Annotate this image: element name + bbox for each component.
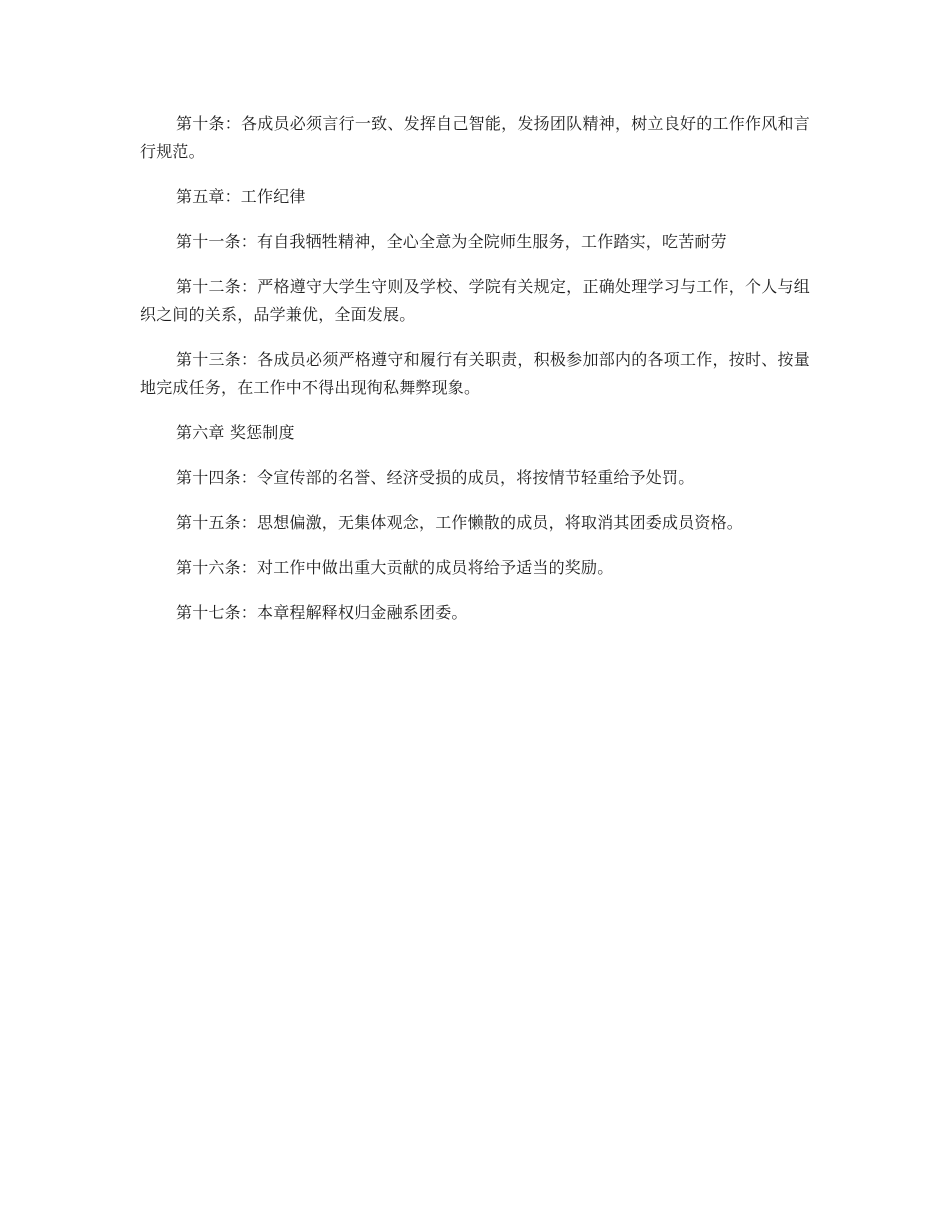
article-16-paragraph: 第十六条：对工作中做出重大贡献的成员将给予适当的奖励。	[176, 558, 614, 577]
article-12-paragraph: 第十二条：严格遵守大学生守则及学校、学院有关规定，正确处理学习与工作，个人与组织之间的关系，品学兼优，全面发展。	[140, 277, 810, 324]
article-10-paragraph: 第十条：各成员必须言行一致、发挥自己智能，发扬团队精神，树立良好的工作作风和言行规范。	[140, 114, 810, 161]
article-11-paragraph: 第十一条：有自我牺牲精神，全心全意为全院师生服务，工作踏实，吃苦耐劳	[176, 232, 727, 251]
article-14-paragraph: 第十四条：令宣传部的名誉、经济受损的成员，将按情节轻重给予处罚。	[176, 468, 695, 487]
article-13-paragraph: 第十三条：各成员必须严格遵守和履行有关职责，积极参加部内的各项工作，按时、按量地完成任务，在工作中不得出现徇私舞弊现象。	[140, 350, 810, 397]
article-15-paragraph: 第十五条：思想偏激，无集体观念，工作懒散的成员，将取消其团委成员资格。	[176, 513, 744, 532]
chapter-5-heading: 第五章：工作纪律	[176, 187, 306, 206]
chapter-6-heading: 第六章 奖惩制度	[176, 423, 295, 442]
document-body	[140, 110, 810, 644]
article-17-paragraph: 第十七条：本章程解释权归金融系团委。	[176, 603, 468, 622]
